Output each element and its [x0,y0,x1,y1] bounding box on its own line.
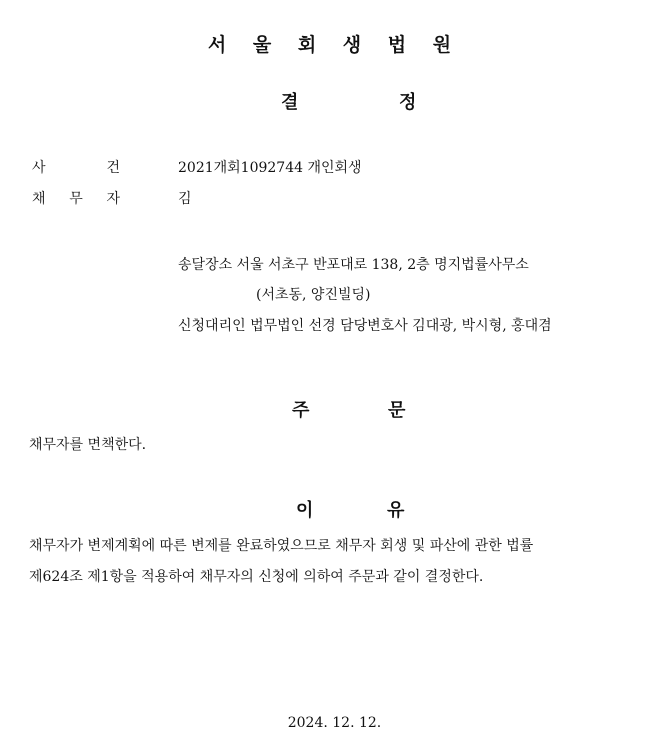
service-address: 송달장소 서울 서초구 반포대로 138, 2층 명지법률사무소 [178,257,529,273]
decision-title-char-2: 정 [399,92,417,113]
order-heading-char-2: 문 [388,400,406,421]
court-name: 서 울 회 생 법 원 [207,34,462,56]
debtor-name: 김 [178,191,192,207]
debtor-label [32,188,120,208]
reason-heading-char-1: 이 [296,500,314,521]
reason-text-line-1: 채무자가 변제계획에 따른 변제를 완료하였으므로 채무자 회생 및 파산에 관한 법률 [29,538,534,554]
order-text: 채무자를 면책한다. [29,437,147,453]
reason-text-line-2: 제624조 제1항을 적용하여 채무자의 신청에 의하여 주문과 같이 결정한다. [29,569,484,585]
service-address-detail: (서초동, 양진빌딩) [256,287,371,303]
case-label [32,157,120,177]
reason-heading-char-2: 유 [387,500,405,521]
debtor-label-char-1: 채 [32,191,46,207]
case-label-char-1: 사 [32,160,46,176]
debtor-label-char-2: 무 [69,191,83,207]
case-label-char-2: 건 [106,160,120,176]
decision-date: 2024. 12. 12. [287,715,382,731]
case-number: 2021개회1092744 개인회생 [178,160,362,176]
applicant-agent: 신청대리인 법무법인 선경 담당변호사 김대광, 박시형, 홍대겸 [178,318,552,334]
decision-title-char-1: 결 [281,92,299,113]
order-heading-char-1: 주 [292,400,310,421]
debtor-label-char-3: 자 [106,191,120,207]
